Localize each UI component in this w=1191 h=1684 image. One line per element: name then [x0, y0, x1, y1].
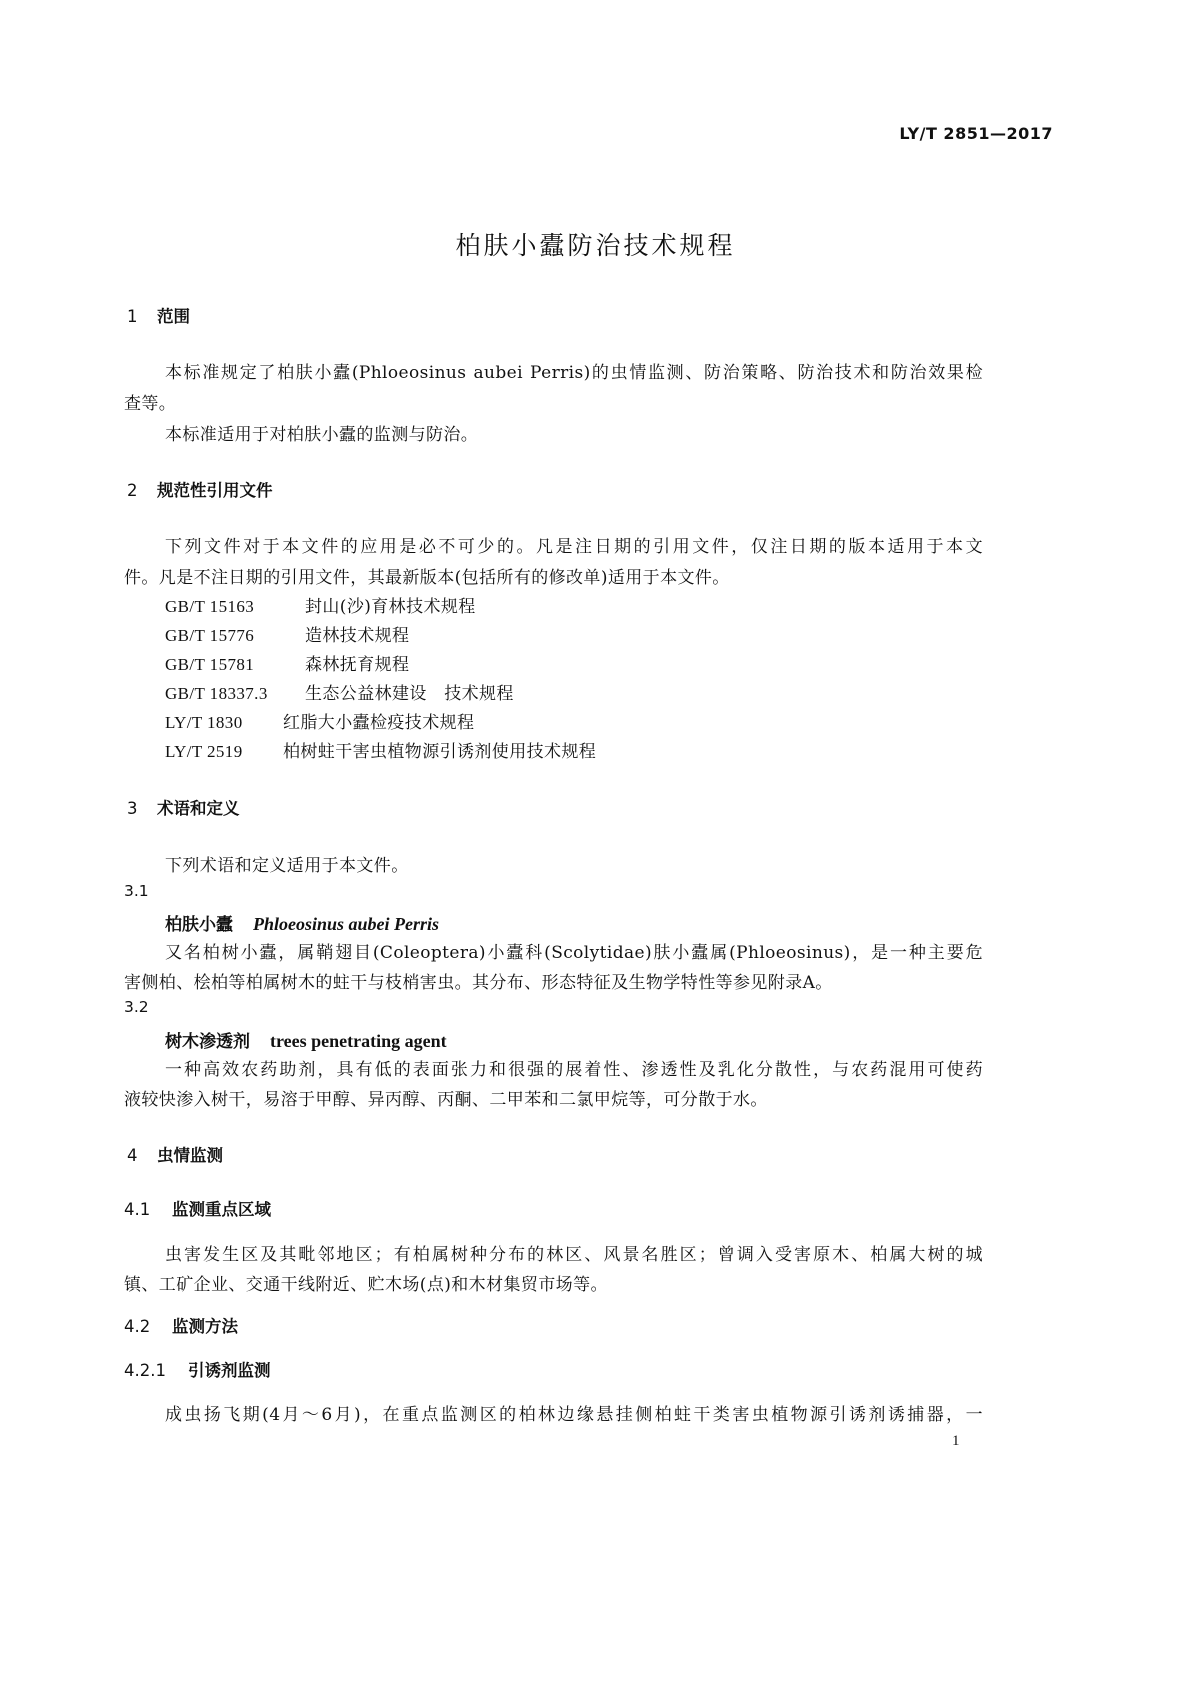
paragraph-line: 液较快渗入树干，易溶于甲醇、异丙醇、丙酮、二甲苯和二氯甲烷等，可分散于水。 — [124, 1090, 768, 1110]
term-english: trees penetrating agent — [270, 1031, 447, 1051]
reference-title: 红脂大小蠹检疫技术规程 — [283, 713, 475, 733]
reference-title: 造林技术规程 — [305, 626, 410, 646]
reference-code: GB/T 15776 — [165, 626, 255, 645]
reference-title: 森林抚育规程 — [305, 655, 410, 675]
section-number: 2 — [127, 481, 138, 500]
section-1-heading — [127, 303, 190, 327]
section-number: 4 — [127, 1146, 138, 1165]
section-number: 4.2.1 — [124, 1361, 166, 1380]
section-number: 4.1 — [124, 1200, 151, 1219]
document-title: 柏肤小蠹防治技术规程 — [455, 231, 736, 260]
paragraph-line: 成虫扬飞期(4月～6月)，在重点监测区的柏林边缘悬挂侧柏蛀干类害虫植物源引诱剂诱捕器，一 — [165, 1405, 983, 1425]
section-number: 4.2 — [124, 1317, 151, 1336]
term-number: 3.1 — [124, 882, 149, 900]
reference-item — [165, 621, 409, 646]
paragraph-line: 一种高效农药助剂，具有低的表面张力和很强的展着性、渗透性及乳化分散性，与农药混用可使药 — [165, 1060, 983, 1080]
paragraph-line: 下列文件对于本文件的应用是必不可少的。凡是注日期的引用文件，仅注日期的版本适用于本文 — [165, 537, 983, 557]
reference-title: 柏树蛀干害虫植物源引诱剂使用技术规程 — [283, 742, 597, 762]
subsection-4-1-heading — [124, 1196, 271, 1220]
term-chinese: 柏肤小蠹 — [165, 915, 233, 935]
paragraph-line: 又名柏树小蠹，属鞘翅目(Coleoptera)小蠹科(Scolytidae)肤小蠹属(Phloeosinus)，是一种主要危 — [165, 943, 983, 963]
section-3-heading — [127, 795, 240, 819]
reference-code: LY/T 2519 — [165, 742, 243, 761]
paragraph-line: 件。凡是不注日期的引用文件，其最新版本(包括所有的修改单)适用于本文件。 — [124, 568, 730, 588]
paragraph-line: 害侧柏、桧柏等柏属树木的蛀干与枝梢害虫。其分布、形态特征及生物学特性等参见附录A。 — [124, 973, 833, 993]
reference-code: GB/T 15781 — [165, 655, 255, 674]
paragraph-line: 本标准适用于对柏肤小蠹的监测与防治。 — [165, 425, 479, 445]
term-heading — [165, 910, 439, 935]
reference-item — [165, 708, 474, 733]
reference-item — [165, 650, 409, 675]
section-4-heading — [127, 1142, 223, 1166]
section-title: 监测方法 — [172, 1317, 238, 1336]
paragraph-line: 查等。 — [124, 394, 177, 414]
paragraph-line: 下列术语和定义适用于本文件。 — [165, 856, 409, 876]
reference-title: 生态公益林建设 技术规程 — [305, 684, 514, 704]
section-number: 3 — [127, 799, 138, 818]
section-title: 规范性引用文件 — [157, 481, 273, 500]
paragraph-line: 本标准规定了柏肤小蠹(Phloeosinus aubei Perris)的虫情监测、防治策略、防治技术和防治效果检 — [165, 363, 983, 383]
section-title: 术语和定义 — [157, 799, 240, 818]
section-number: 1 — [127, 307, 138, 326]
reference-code: LY/T 1830 — [165, 713, 243, 732]
reference-code: GB/T 18337.3 — [165, 684, 268, 703]
term-heading — [165, 1027, 447, 1052]
term-chinese: 树木渗透剂 — [165, 1032, 250, 1052]
subsection-4-2-1-heading — [124, 1357, 271, 1381]
section-title: 监测重点区域 — [172, 1200, 271, 1219]
standard-code: LY/T 2851—2017 — [899, 124, 1053, 143]
subsection-4-2-heading — [124, 1313, 238, 1337]
page-number: 1 — [952, 1433, 960, 1449]
paragraph-line: 镇、工矿企业、交通干线附近、贮木场(点)和木材集贸市场等。 — [124, 1275, 608, 1295]
paragraph-line: 虫害发生区及其毗邻地区；有柏属树种分布的林区、风景名胜区；曾调入受害原木、柏属大树的城 — [165, 1245, 983, 1265]
term-english: Phloeosinus aubei Perris — [253, 914, 440, 934]
section-title: 范围 — [157, 307, 190, 326]
section-2-heading — [127, 477, 273, 501]
reference-title: 封山(沙)育林技术规程 — [305, 597, 476, 617]
reference-item — [165, 737, 596, 762]
reference-code: GB/T 15163 — [165, 597, 255, 616]
term-number: 3.2 — [124, 998, 149, 1016]
reference-item — [165, 679, 514, 704]
section-title: 虫情监测 — [157, 1146, 223, 1165]
reference-item — [165, 592, 476, 617]
section-title: 引诱剂监测 — [188, 1361, 271, 1380]
